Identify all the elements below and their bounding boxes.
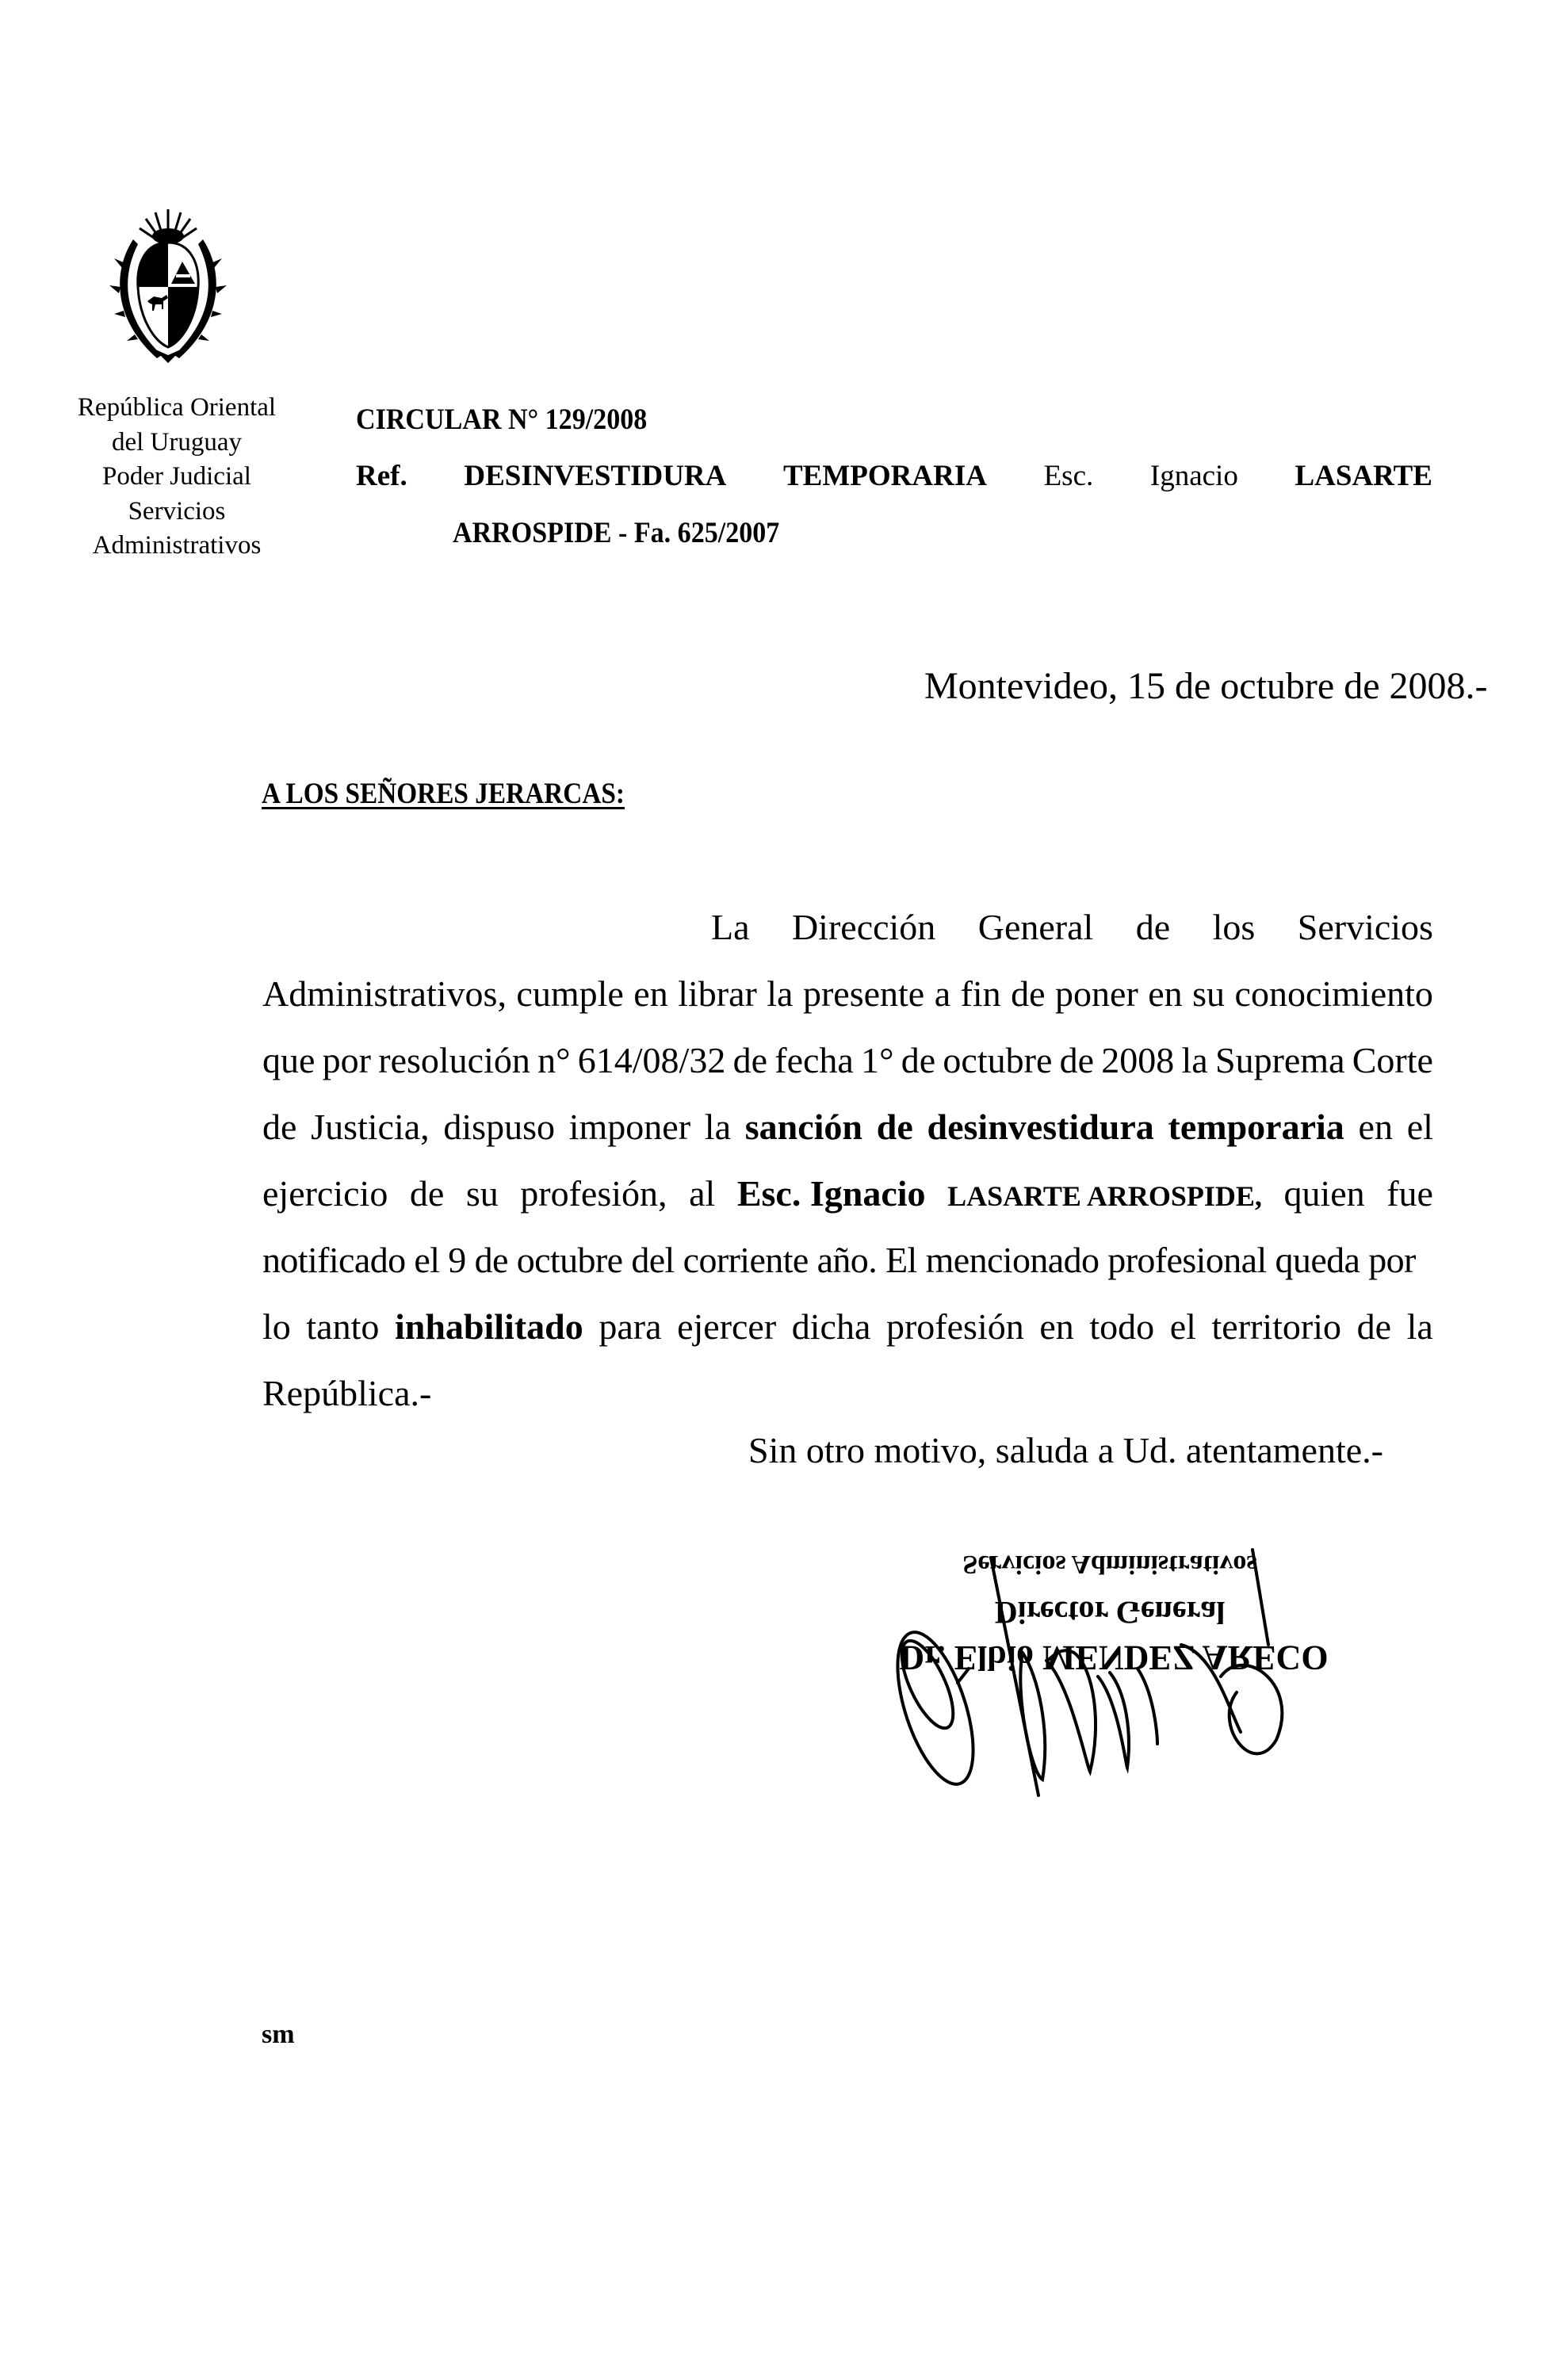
word: presente [802,973,925,1014]
letterhead-line: del Uruguay [111,427,243,457]
word: de [1135,907,1171,947]
body-line [262,1360,1433,1427]
letter-date: Montevideo, 15 de octubre de 2008.- [924,665,1488,707]
word: de [409,1173,445,1214]
word: Suprema [1214,1040,1345,1080]
word: La [711,907,750,947]
letterhead-organization [48,391,306,564]
word: Administrativos, [262,973,507,1014]
word: librar [678,973,757,1014]
word: octubre [943,1040,1053,1080]
word: General [977,907,1094,947]
notary-surname: LASARTE ARROSPIDE, [947,1180,1262,1212]
word: de [1059,1040,1095,1080]
word: 1° [861,1040,894,1080]
resolution-number: 614/08/32 [577,1040,726,1080]
word: n° [537,1040,571,1080]
word: Dirección [791,907,936,947]
word: fin [960,973,1001,1014]
word: territorio [1211,1306,1342,1347]
word: poner [1055,973,1138,1014]
word: fecha [774,1040,854,1080]
word: resolución [378,1040,530,1080]
word: a [934,973,951,1014]
word: Servicios [1297,907,1433,947]
reference-word: LASARTE [1295,460,1432,492]
word: Corte [1352,1040,1433,1080]
reference-word: Ignacio [1149,460,1238,492]
emphasis-word: sanción [744,1107,863,1147]
word: lo [262,1306,291,1347]
word: cumple [516,973,624,1014]
salutation: A LOS SEÑORES JERARCAS: [262,778,625,810]
body-line [262,961,1433,1027]
letterhead-line: Poder Judicial [102,462,251,491]
body-text: República.- [262,1373,432,1413]
reference-line [356,459,1432,493]
word: en [1358,1107,1393,1147]
stamp-title: Director General [994,1595,1226,1631]
word: que [262,1040,316,1080]
notary-name: Esc. Ignacio [736,1173,926,1214]
letterhead-line: Servicios [128,496,226,526]
word: la [704,1107,731,1147]
word: Justicia, [311,1107,430,1147]
uruguay-coat-of-arms-icon [109,208,227,365]
word: de [262,1107,297,1147]
reference-continuation: ARROSPIDE - Fa. 625/2007 [453,517,780,549]
body-line [262,1294,1433,1360]
body-line [262,894,1433,961]
circular-number: CIRCULAR N° 129/2008 [356,403,648,436]
body-text: notificado el 9 de octubre del corriente año. El mencionado profesional queda por [262,1240,1416,1280]
word: en [1039,1306,1074,1347]
letterhead-line: Administrativos [92,531,262,560]
word: los [1212,907,1256,947]
word: de [1356,1306,1392,1347]
word: fue [1386,1173,1433,1214]
word: ejercicio [262,1173,388,1214]
reference-word: TEMPORARIA [783,460,987,492]
word: conocimiento [1234,973,1433,1014]
word: en [633,973,668,1014]
reference-word: DESINVESTIDURA [464,460,727,492]
word: la [1406,1306,1433,1347]
stamp-name: Dr. Elbio MENDEZ ARECO [899,1638,1329,1677]
word: por [322,1040,371,1080]
letterhead-line: República Oriental [77,393,277,422]
word: profesión [885,1306,1024,1347]
closing-line: Sin otro motivo, saluda a Ud. atentamente.- [748,1430,1383,1470]
emphasis-word: inhabilitado [394,1306,583,1347]
word: profesión, [520,1173,667,1214]
typist-initials: sm [262,2020,295,2049]
word: de [901,1040,936,1080]
body-line [262,1027,1433,1094]
word: quien [1283,1173,1365,1214]
word: el [1406,1107,1433,1147]
word: de [1011,973,1046,1014]
reference-word: Esc. [1043,460,1094,492]
word: para [599,1306,662,1347]
emphasis-word: temporaria [1168,1107,1344,1147]
word: la [1181,1040,1208,1080]
word: dicha [791,1306,871,1347]
word: 2008 [1101,1040,1175,1080]
word: todo [1089,1306,1155,1347]
reference-label: Ref. [356,460,407,492]
body-line [262,1094,1433,1160]
word: imponer [568,1107,691,1147]
word: al [689,1173,716,1214]
emphasis-word: de [876,1107,913,1147]
body-line [262,1160,1433,1227]
word: en [1148,973,1183,1014]
signature-stamp [880,1534,1340,1819]
letter-body [262,894,1433,1427]
word: la [767,973,794,1014]
word: su [465,1173,499,1214]
word: dispuso [443,1107,555,1147]
stamp-office: Servicios Administrativos [962,1550,1257,1579]
body-line [262,1227,1433,1294]
word: de [732,1040,768,1080]
emphasis-word: desinvestidura [927,1107,1154,1147]
word: el [1169,1306,1196,1347]
word: ejercer [677,1306,777,1347]
word: su [1192,973,1226,1014]
word: tanto [306,1306,380,1347]
